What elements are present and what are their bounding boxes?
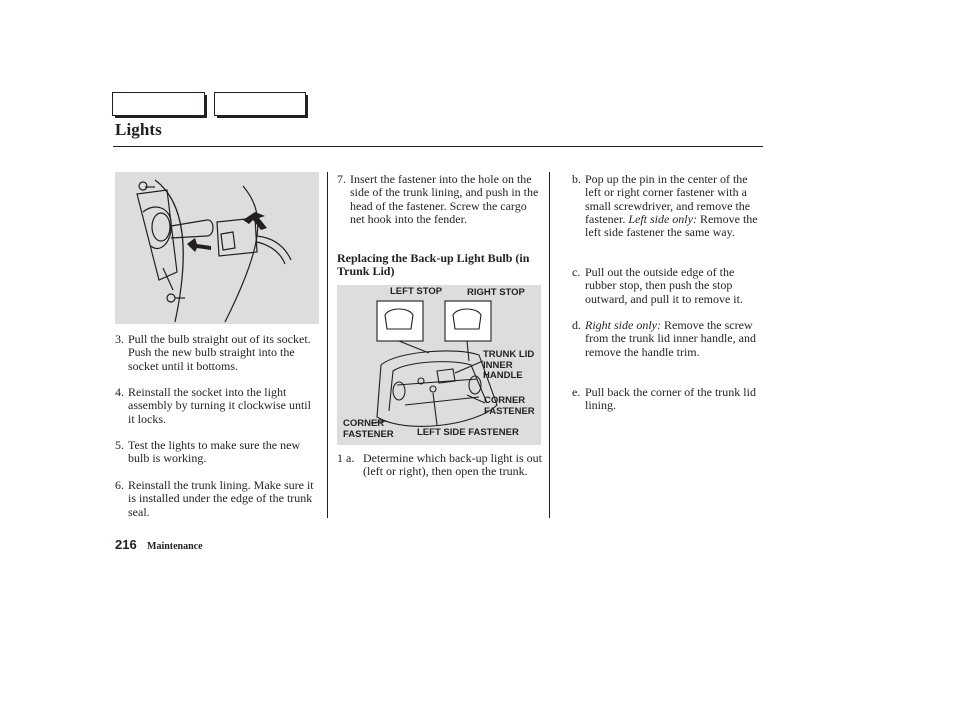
step-7-text: Insert the fastener into the hole on the side of the trunk lining, and push in the head of the fastener. Screw the cargo net hook into the fender.: [350, 172, 539, 226]
step-b-italic: Left side only:: [628, 211, 697, 226]
step-5-text: Test the lights to make sure the new bulb is working.: [128, 438, 301, 466]
step-b-label: b.: [572, 172, 581, 186]
step-c-text: Pull out the outside edge of the rubber stop, then push the stop outward, and pull it to remove it.: [585, 265, 743, 306]
label-trunk-lid-inner-handle: TRUNK LID INNER HANDLE: [483, 349, 535, 381]
section-name: Maintenance: [147, 541, 203, 552]
step-3: [115, 333, 320, 373]
title-rule: [113, 146, 763, 147]
subheading-backup-light: Replacing the Back-up Light Bulb (in Trunk Lid): [337, 251, 530, 279]
step-c: [572, 266, 764, 306]
page-number: 216: [115, 537, 137, 552]
column-divider-2: [549, 172, 550, 518]
step-4-number: 4.: [115, 385, 124, 399]
step-7-number: 7.: [337, 172, 346, 186]
step-1a-number: 1 a.: [337, 451, 355, 465]
step-6-text: Reinstall the trunk lining. Make sure it is installed under the edge of the trunk seal.: [128, 478, 314, 519]
step-b-text-after: Remove the left side fastener the same way.: [585, 211, 758, 240]
step-3-text: Pull the bulb straight out of its socket. Push the new bulb straight into the socket until it bottoms.: [128, 332, 311, 373]
step-1a: [337, 452, 542, 479]
step-6: [115, 479, 320, 519]
step-e-label: e.: [572, 385, 581, 399]
step-d: [572, 319, 764, 359]
step-4-text: Reinstall the socket into the light assembly by turning it clockwise until it locks.: [128, 385, 311, 426]
step-d-label: d.: [572, 318, 581, 332]
trunk-lid-illustration: [337, 285, 541, 445]
step-6-number: 6.: [115, 478, 124, 492]
nav-tab-box-2[interactable]: [214, 92, 306, 116]
page-title: Lights: [115, 120, 162, 139]
column-divider-1: [327, 172, 328, 518]
step-1a-text: Determine which back-up light is out (left or right), then open the trunk.: [363, 451, 542, 479]
label-left-side-fastener: LEFT SIDE FASTENER: [417, 427, 519, 438]
nav-tab-box-1[interactable]: [112, 92, 205, 116]
label-left-stop: LEFT STOP: [390, 286, 443, 297]
step-5: [115, 439, 320, 466]
step-3-number: 3.: [115, 332, 124, 346]
step-d-text: Remove the screw from the trunk lid inner handle, and remove the handle trim.: [585, 318, 756, 359]
step-5-number: 5.: [115, 438, 124, 452]
label-right-stop: RIGHT STOP: [467, 287, 525, 298]
step-7: [337, 173, 542, 226]
step-b-text: Pop up the pin in the center of the left or right corner fastener with a small screwdriver, and remove the fastener.: [585, 172, 751, 226]
step-d-italic: Right side only:: [585, 318, 661, 332]
step-c-label: c.: [572, 265, 581, 279]
step-4: [115, 386, 320, 426]
label-corner-fastener-right: CORNER FASTENER: [484, 395, 535, 417]
bulb-socket-illustration: [115, 172, 319, 324]
step-b: [572, 173, 764, 239]
step-e: [572, 386, 764, 413]
step-e-text: Pull back the corner of the trunk lid lining.: [585, 385, 756, 413]
label-corner-fastener-left: CORNER FASTENER: [343, 418, 394, 440]
